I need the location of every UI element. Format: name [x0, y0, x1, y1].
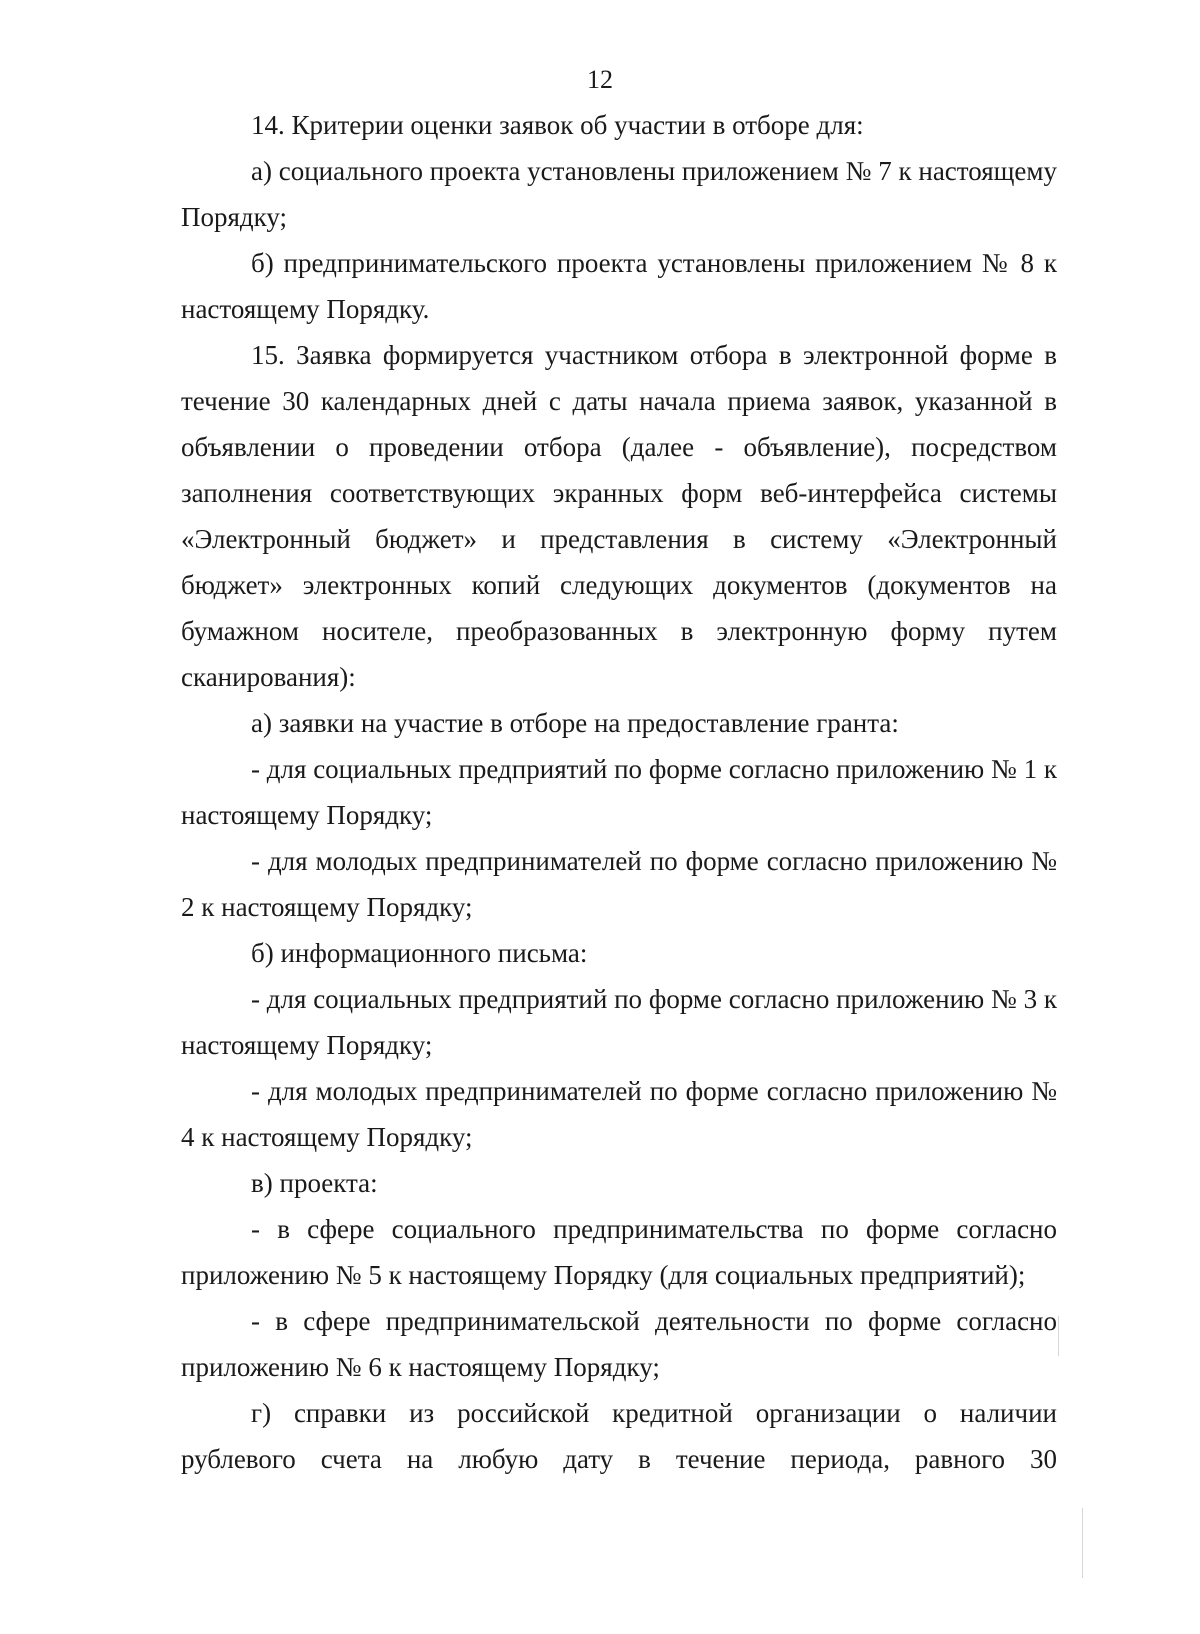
scan-edge-mark: [1082, 1508, 1083, 1578]
page-number: 12: [587, 65, 613, 94]
list-item: - для социальных предприятий по форме согласно приложению № 3 к настоящему Порядку;: [181, 984, 1057, 1060]
paragraph-14-a: а) социального проекта установлены приложением № 7 к настоящему Порядку;: [181, 156, 1057, 232]
paragraph-14-b: б) предпринимательского проекта установлены приложением № 8 к настоящему Порядку.: [181, 248, 1057, 324]
list-item: - для социальных предприятий по форме согласно приложению № 1 к настоящему Порядку;: [181, 754, 1057, 830]
list-item: - в сфере социального предпринимательства по форме согласно приложению № 5 к настоящему Порядку (для социальных предприятий);: [181, 1214, 1057, 1290]
paragraph-15-v: в) проекта:: [251, 1168, 378, 1198]
paragraph-15-g: г) справки из российской кредитной организации о наличии рублевого счета на любую дату в течение периода, равного 30: [181, 1398, 1057, 1474]
document-body: [181, 102, 1057, 1482]
list-item: - для молодых предпринимателей по форме согласно приложению № 2 к настоящему Порядку;: [181, 846, 1057, 922]
list-item: - в сфере предпринимательской деятельности по форме согласно приложению № 6 к настоящему Порядку;: [181, 1306, 1057, 1382]
paragraph-15: 15. Заявка формируется участником отбора в электронной форме в течение 30 календарных дней с даты начала приема заявок, указанной в объявлении о проведении отбора (далее - объявление), посредством заполнения соответствующих экранных форм веб-интерфейса системы «Электронный бюджет» и представления в систему «Электронный бюджет» электронных копий следующих документов (документов на бумажном носителе, преобразованных в электронную форму путем сканирования):: [181, 340, 1057, 692]
list-item: - для молодых предпринимателей по форме согласно приложению № 4 к настоящему Порядку;: [181, 1076, 1057, 1152]
paragraph-15-a: а) заявки на участие в отборе на предоставление гранта:: [251, 708, 899, 738]
paragraph-14: 14. Критерии оценки заявок об участии в отборе для:: [251, 110, 864, 140]
paragraph-15-b: б) информационного письма:: [251, 938, 588, 968]
scan-edge-mark: [1058, 1316, 1059, 1356]
